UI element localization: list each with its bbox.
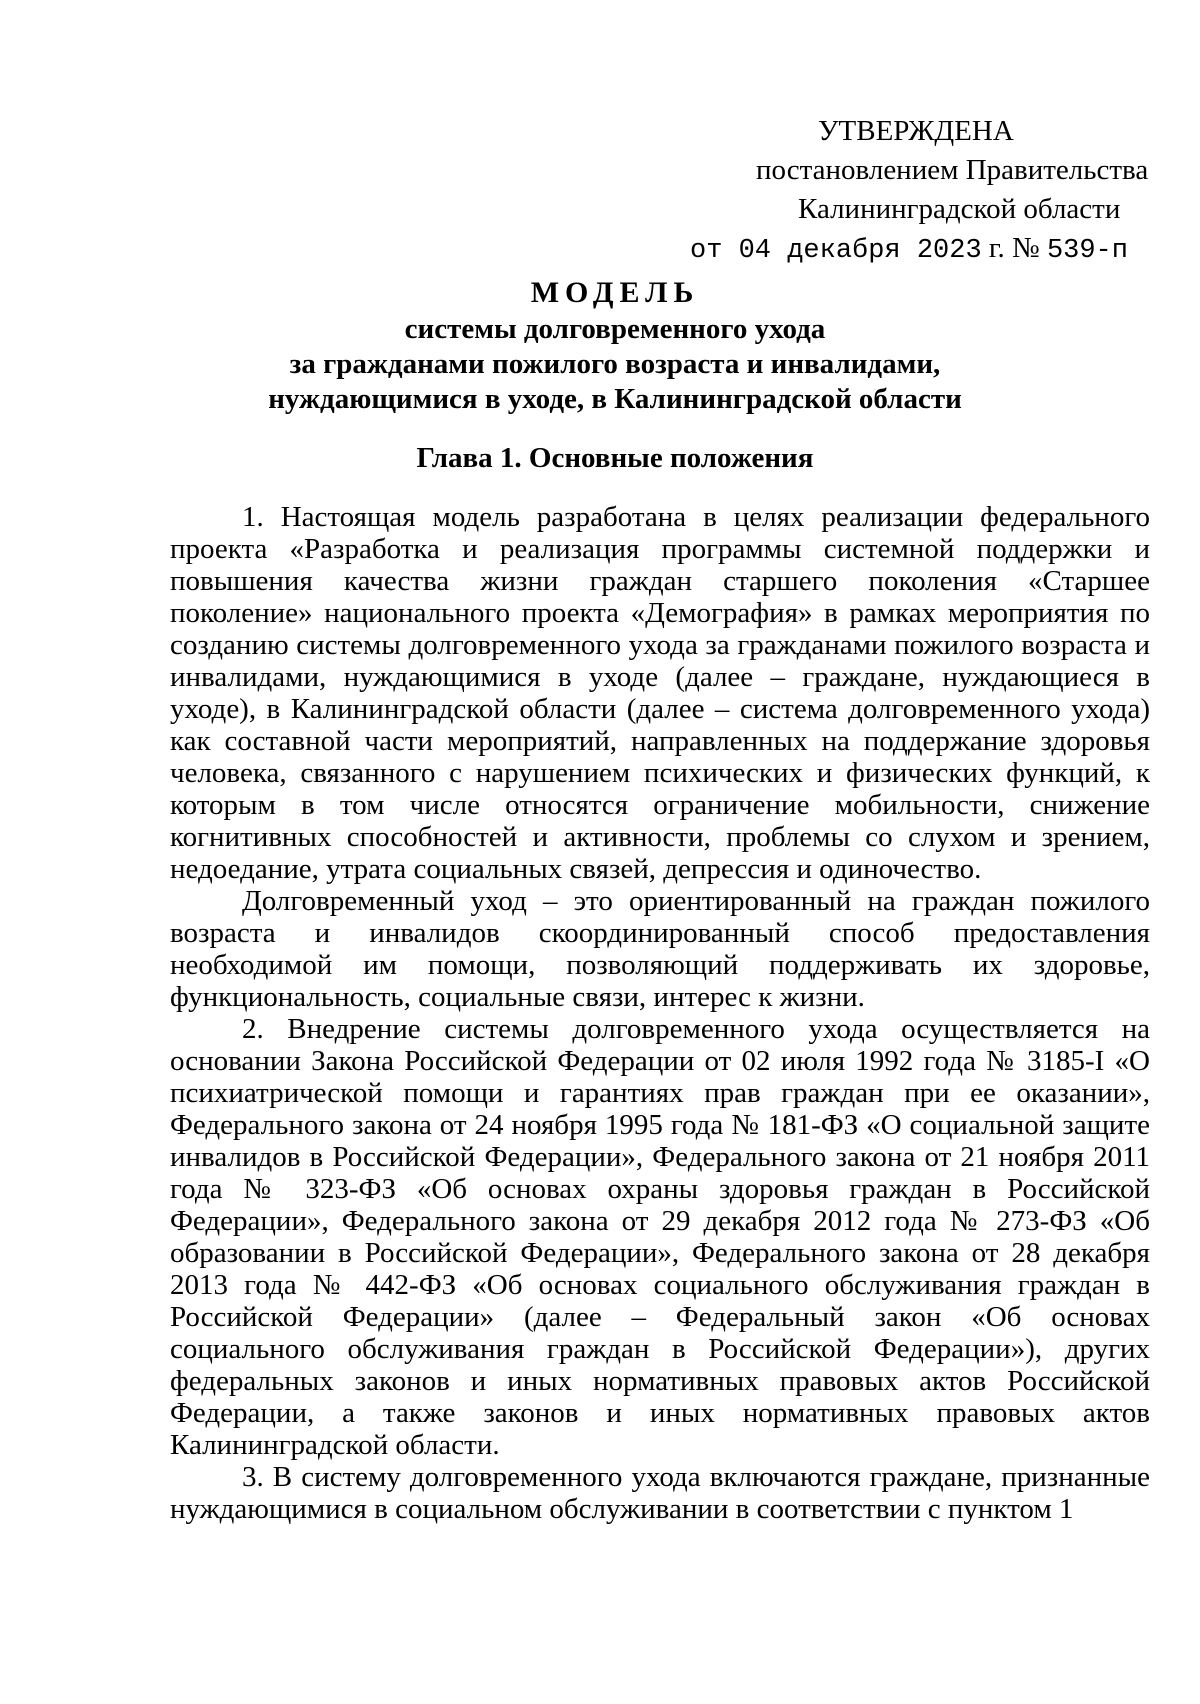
approval-block — [690, 112, 1150, 271]
approval-date-number — [690, 229, 1150, 271]
paragraph-3: 2. Внедрение системы долговременного ухода осуществляется на основании Закона Российской Федерации от 02 июля 1992 года № 3185-I «О психиатрической помощи и гарантиях прав граждан при ее оказании», Федерального закона от 24 ноября 1995 года № 181-ФЗ «О социальной защите инвалидов в Российской Федерации», Федерального закона от 21 ноября 2011 года № 323-ФЗ «Об основах охраны здоровья граждан в Российской Федерации», Федерального закона от 29 декабря 2012 года № 273-ФЗ «Об образовании в Российской Федерации», Федерального закона от 28 декабря 2013 года № 442-ФЗ «Об основах социального обслуживания граждан в Российской Федерации» (далее – Федеральный закон «Об основах социального обслуживания граждан в Российской Федерации»), других федеральных законов и иных нормативных правовых актов Российской Федерации, а также законов и иных нормативных правовых актов Калининградской области. — [170, 1013, 1150, 1461]
paragraph-1: 1. Настоящая модель разработана в целях реализации федерального проекта «Разработка и реализация программы системной поддержки и повышения качества жизни граждан старшего поколения «Старшее поколение» национального проекта «Демография» в рамках мероприятия по созданию системы долговременного ухода за гражданами пожилого возраста и инвалидами, нуждающимися в уходе (далее – граждане, нуждающиеся в уходе), в Калининградской области (далее – система долговременного ухода) как составной части мероприятий, направленных на поддержание здоровья человека, связанного с нарушением психических и физических функций, к которым в том числе относятся ограничение мобильности, снижение когнитивных способностей и активности, проблемы со слухом и зрением, недоедание, утрата социальных связей, депрессия и одиночество. — [170, 501, 1150, 885]
approval-authority: постановлением Правительства — [756, 154, 1149, 186]
approval-date: от 04 декабря 2023 — [690, 236, 982, 266]
paragraph-4: 3. В систему долговременного ухода включаются граждане, признанные нуждающимися в социальном обслуживании в соответствии с пунктом 1 — [170, 1461, 1150, 1525]
document-title-block — [170, 275, 1060, 417]
document-subtitle-line: за гражданами пожилого возраста и инвалидами, — [289, 348, 941, 380]
document-subtitle-line: нуждающимися в уходе, в Калининградской области — [268, 383, 962, 415]
approval-number: 539-п — [1046, 236, 1128, 266]
approval-region: Калининградской области — [798, 193, 1121, 225]
document-body — [170, 501, 1150, 1525]
document-subtitle-line: системы долговременного ухода — [404, 313, 826, 345]
approval-number-sign: г. № — [981, 232, 1047, 264]
document-title: МОДЕЛЬ — [530, 276, 700, 309]
paragraph-2: Долговременный уход – это ориентированный на граждан пожилого возраста и инвалидов скоординированный способ предоставления необходимой им помощи, позволяющий поддерживать их здоровье, функциональность, социальные связи, интерес к жизни. — [170, 885, 1150, 1013]
chapter-heading: Глава 1. Основные положения — [416, 442, 814, 474]
approval-title: УТВЕРЖДЕНА — [818, 115, 1014, 147]
